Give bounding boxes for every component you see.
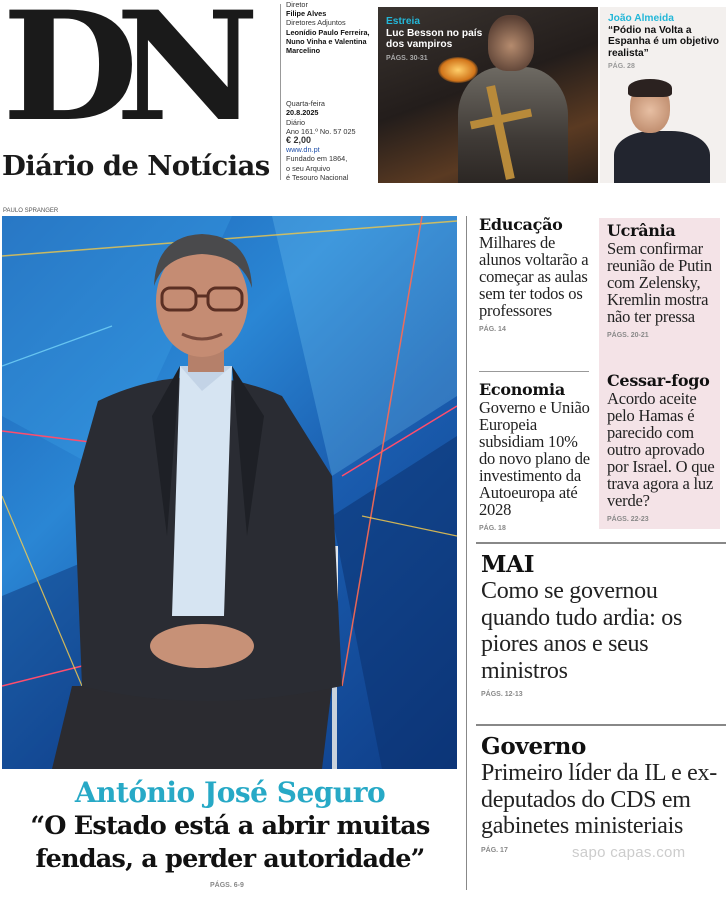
- deputies-names: Leonídio Paulo Ferreira, Nuno Vinha e Valentina Marcelino: [286, 27, 370, 56]
- promo-estreia[interactable]: [378, 7, 598, 183]
- column-divider: [466, 216, 467, 890]
- promo-headline: “Pódio na Volta a Espanha é um objetivo realista”: [608, 24, 719, 59]
- heritage-note: é Tesouro Nacional: [286, 172, 349, 182]
- story-page: PÁGS. 12-13: [481, 691, 523, 698]
- masthead-logo[interactable]: [0, 0, 270, 188]
- story-headline: Acordo aceite pelo Hamas é parecido com outro aprovado por Israel. O que trava agora a luz verde?: [607, 389, 715, 510]
- promo-page: PÁGS. 30-31: [386, 54, 428, 62]
- lead-quote-headline[interactable]: “O Estado está a abrir muitas fendas, a perder autoridade”: [30, 811, 430, 874]
- story-kicker: Economia: [479, 380, 565, 399]
- story-headline: Sem confirmar reunião de Putin com Zelensky, Kremlin mostra não ter pressa: [607, 239, 712, 326]
- story-page: PÁG. 18: [479, 525, 506, 532]
- divider-line: [479, 371, 589, 372]
- promo-kicker: João Almeida: [608, 13, 674, 24]
- story-headline: Como se governou quando tudo ardia: os piores anos e seus ministros: [481, 578, 682, 684]
- story-kicker: Educação: [479, 215, 563, 234]
- website-link[interactable]: www.dn.pt: [286, 145, 320, 155]
- weekday: Quarta-feira: [286, 99, 325, 109]
- story-cessar-fogo[interactable]: [607, 372, 717, 523]
- story-headline: Governo e União Europeia subsidiam 10% do novo plano de investimento da Autoeuropa até 2028: [479, 398, 590, 519]
- lead-page-ref: PÁGS. 6-9: [210, 882, 244, 889]
- divider-line: [476, 542, 726, 544]
- watermark: sapo capas.com: [572, 844, 686, 861]
- story-mai[interactable]: [481, 552, 721, 698]
- story-economia[interactable]: [479, 381, 591, 532]
- story-page: PÁG. 17: [481, 846, 508, 854]
- promo-joao-almeida[interactable]: [600, 7, 726, 183]
- story-headline: Milhares de alunos voltarão a começar as aulas sem ter todos os professores: [479, 233, 589, 320]
- frequency: Diário: [286, 117, 306, 127]
- promo-page: PÁG. 28: [608, 63, 635, 70]
- story-kicker: Cessar-fogo: [607, 371, 710, 390]
- divider-line: [476, 724, 726, 726]
- cyclist-hair: [628, 79, 672, 97]
- promo-headline: Luc Besson no país dos vampiros: [386, 27, 483, 50]
- story-headline: Primeiro líder da IL e ex-deputados do CDS em gabinetes ministeriais: [481, 760, 717, 839]
- promo-joao-text: [608, 13, 724, 73]
- cyclist-body: [614, 131, 710, 183]
- story-page: PÁG. 14: [479, 326, 506, 333]
- story-educacao[interactable]: [479, 216, 591, 333]
- archive-note: o seu Arquivo: [286, 163, 331, 173]
- logo-monogram: DN: [2, 0, 237, 155]
- actor-face: [488, 15, 534, 71]
- founded-note: Fundado em 1864,: [286, 154, 348, 164]
- issue-number: Ano 161.º No. 57 025: [286, 126, 356, 136]
- promo-kicker: Estreia: [386, 16, 420, 27]
- lead-photo-illustration: [2, 216, 457, 769]
- deputies-label: Diretores Adjuntos: [286, 18, 346, 28]
- lead-photo[interactable]: [2, 216, 457, 769]
- story-ucrania[interactable]: [607, 222, 717, 339]
- masthead-divider: [280, 4, 281, 180]
- story-kicker: Ucrânia: [607, 221, 676, 240]
- lead-person-name[interactable]: António José Seguro: [74, 776, 386, 809]
- story-kicker: MAI: [481, 551, 535, 578]
- director-label: Diretor: [286, 0, 308, 9]
- director-name: Filipe Alves: [286, 9, 327, 19]
- photo-credit: PAULO SPRANGER: [3, 208, 59, 214]
- story-governo[interactable]: [481, 734, 721, 854]
- story-page: PÁGS. 20-21: [607, 332, 649, 339]
- promo-estreia-text: [386, 16, 486, 64]
- price: € 2,00: [286, 135, 312, 146]
- issue-date: 20.8.2025: [286, 108, 319, 118]
- story-page: PÁGS. 22-23: [607, 516, 649, 523]
- masthead-info: [286, 0, 372, 182]
- newspaper-name: Diário de Notícias: [2, 150, 270, 182]
- story-kicker: Governo: [481, 733, 587, 760]
